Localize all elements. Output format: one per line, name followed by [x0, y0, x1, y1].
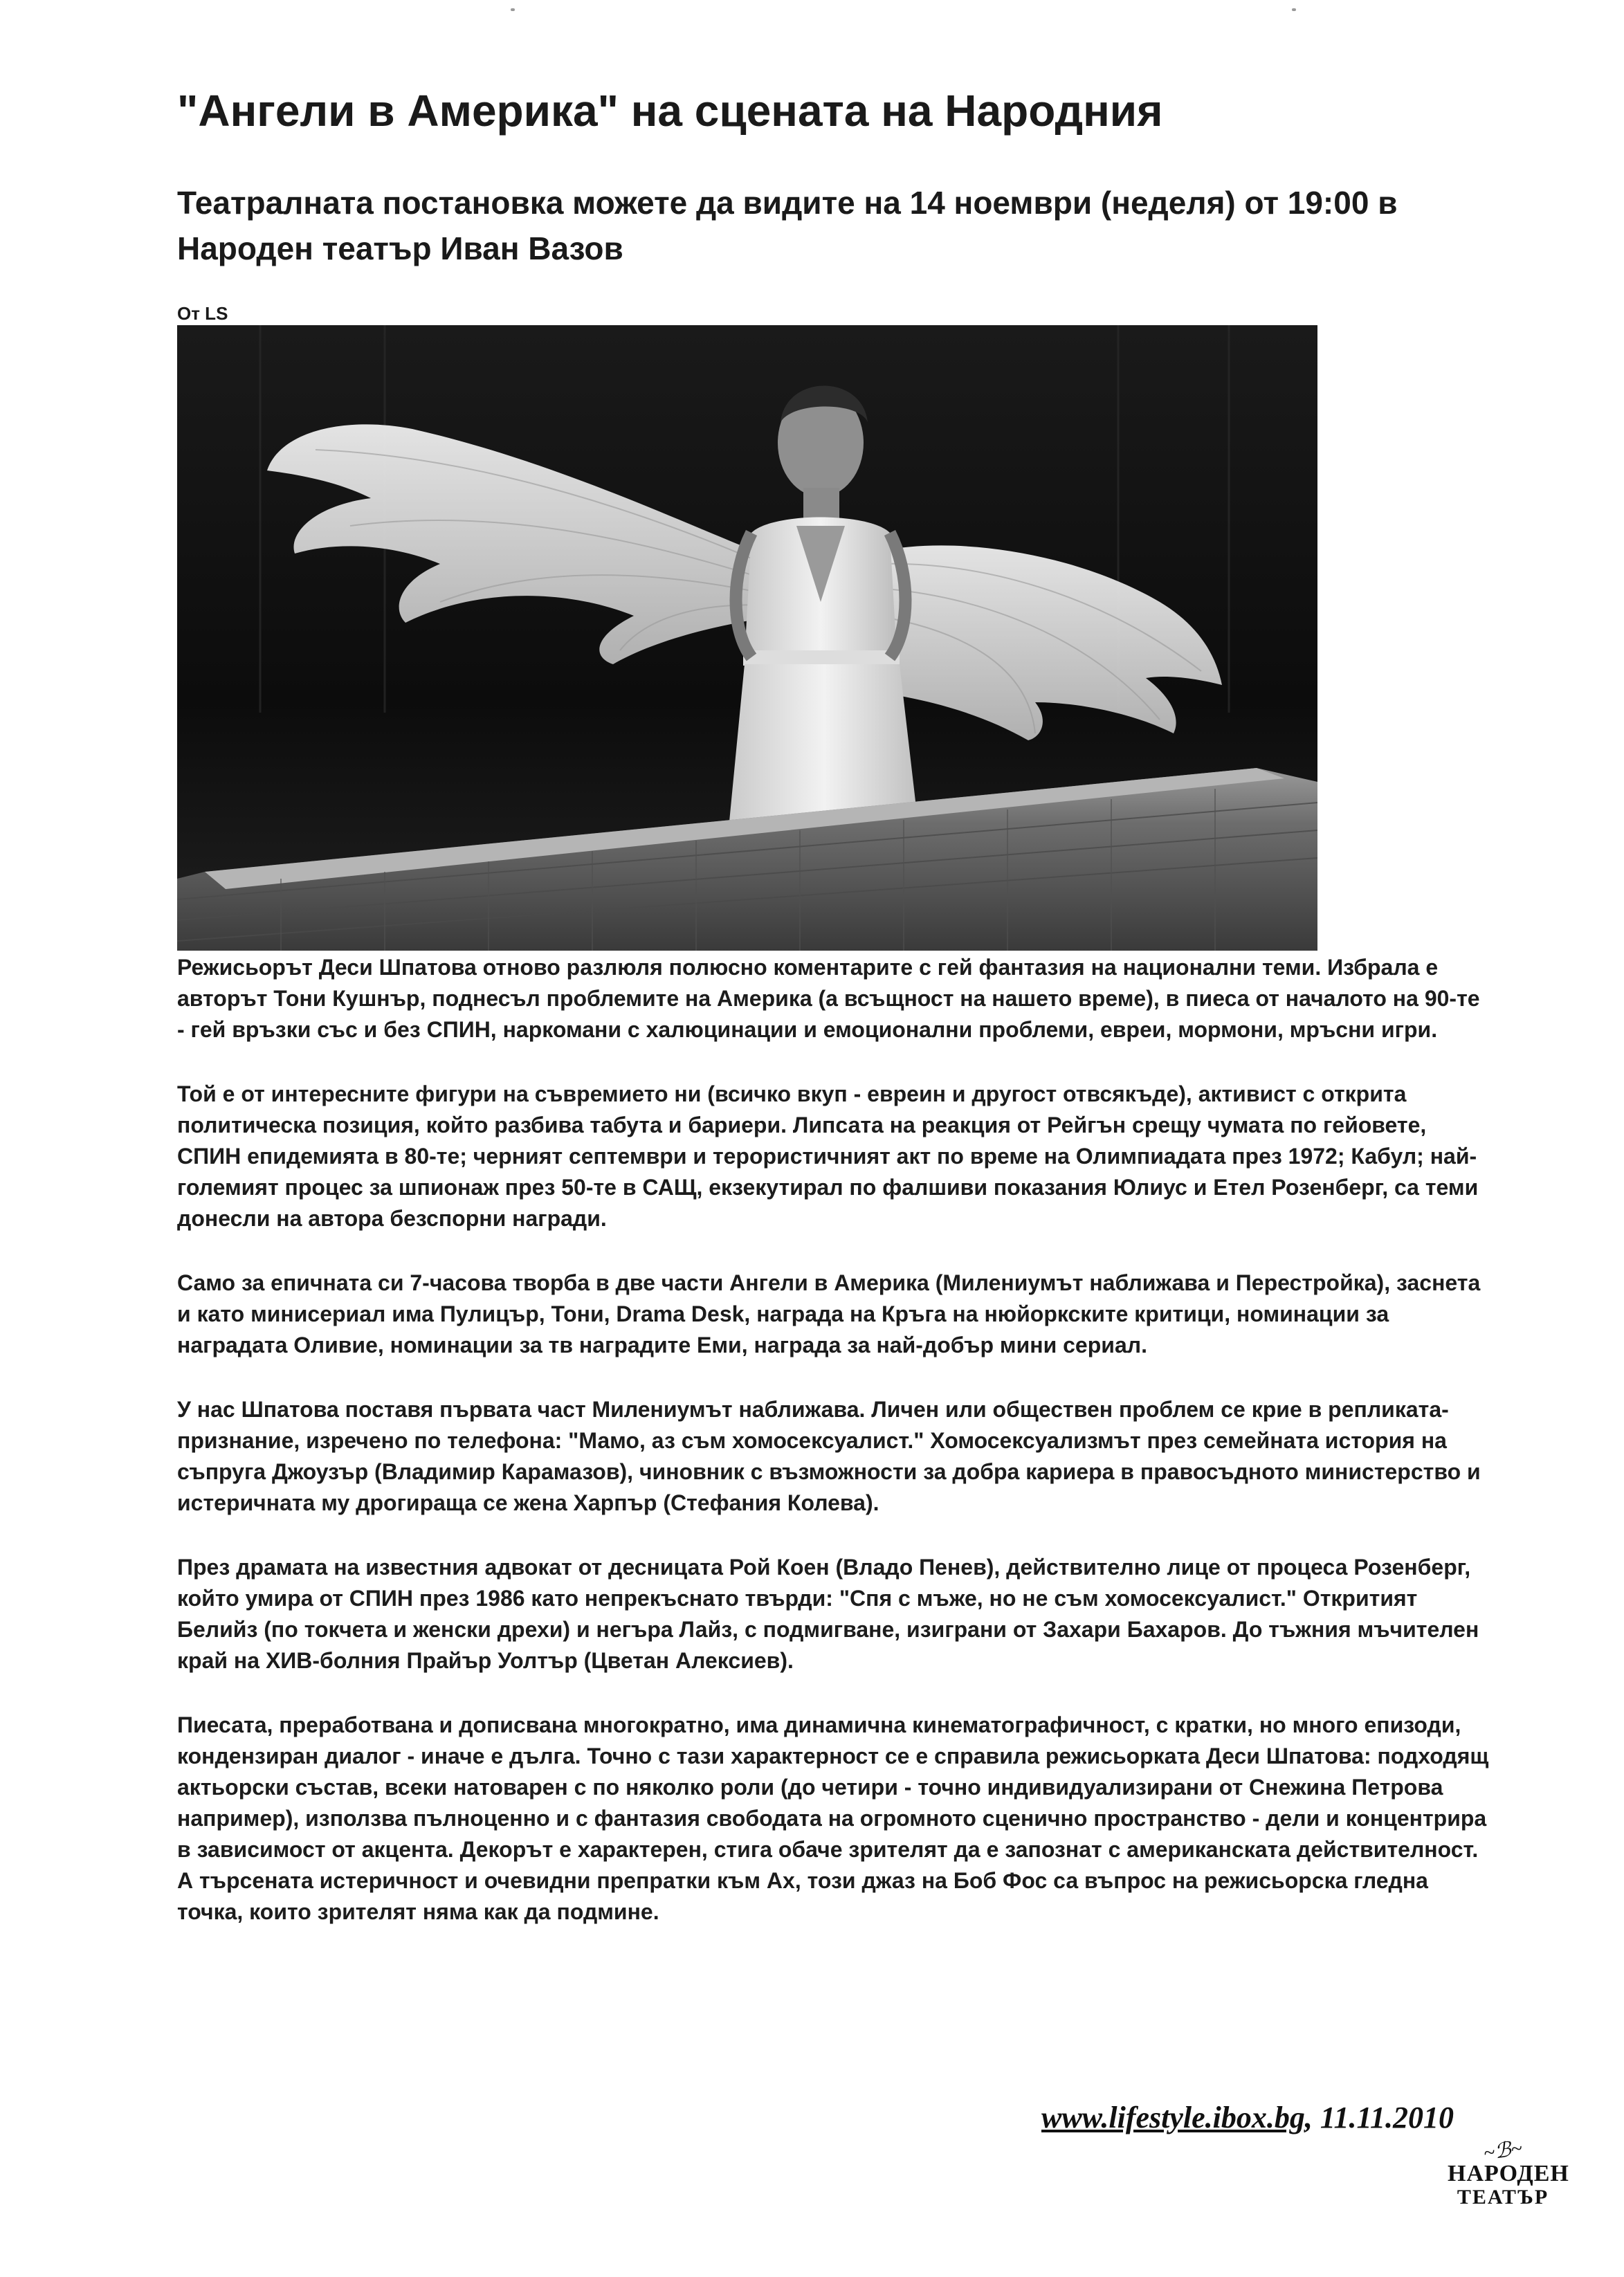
stamp-line-2: ТЕАТЪР: [1457, 2186, 1549, 2209]
source-url: www.lifestyle.ibox.bg: [1041, 2101, 1305, 2134]
article-paragraph: Пиесата, преработвана и дописвана многократно, има динамична кинематографичност, с кратки, но много епизоди, кондензиран диалог - иначе е дълга. Точно с тази характерност се е справила режисьорката Деси Шпатова: подходящ актьорски състав, всеки натоварен с по няколко роли (до четири - точно индивидуализирани от Снежина Петрова например), използва пълноценно и с фантазия свободата на огромното сценично пространство - дели и концентрира в зависимост от акцента. Декорът е характерен, стига обаче зрителят да е запознат с американската действителност. А търсената истеричност и очевидни препратки към Ах, този джаз на Боб Фос са въпрос на режисьорска гледна точка, които зрителят няма как да подмине.: [177, 1712, 1489, 1924]
article-subheadline: Театралната постановка можете да видите на 14 ноември (неделя) от 19:00 в Народен театър Иван Вазов: [177, 185, 1398, 266]
article-paragraph: През драмата на известния адвокат от десницата Рой Коен (Владо Пенев), действително лице от процеса Розенберг, който умира от СПИН през 1986 като непрекъснато твърди: "Спя с мъже, но не съм хомосексуалист." Откритият Белийз (по токчета и женски дрехи) и негъра Лайз, с подмигване, изиграни от Захари Бахаров. До тъжния мъчителен край на ХИВ-болния Прайър Уолтър (Цветан Алексиев).: [177, 1555, 1479, 1673]
article-paragraph: Само за епичната си 7-часова творба в две части Ангели в Америка (Милениумът наближава и Перестройка), заснета и като минисериал има Пулицър, Тони, Drama Desk, награда на Кръга на нюйоркските критици, номинации за наградата Оливие, номинации за тв наградите Еми, награда за най-добър мини сериал.: [177, 1270, 1481, 1357]
article-photo: [177, 325, 1317, 951]
signature-mark: ~ℬ~: [1481, 2137, 1524, 2165]
national-theatre-stamp: [1448, 2137, 1569, 2222]
angel-on-stage-image: [177, 325, 1317, 951]
scan-speck: [1292, 8, 1296, 11]
article-byline: От LS: [177, 303, 228, 324]
stamp-line-1: НАРОДЕН: [1448, 2161, 1569, 2186]
article-body: [177, 952, 1492, 1961]
scan-speck: [511, 8, 515, 11]
source-citation: www.lifestyle.ibox.bg, 11.11.2010: [1041, 2101, 1454, 2134]
article-paragraph: У нас Шпатова поставя първата част Милениумът наближава. Личен или обществен проблем се крие в репликата-признание, изречено по телефона: "Мамо, аз съм хомосексуалист." Хомосексуализмът през семейната история на съпруга Джоузър (Владимир Карамазов), чиновник с възможности за добра кариера в правосъдното министерство и истеричната му дрогираща се жена Харпър (Стефания Колева).: [177, 1397, 1481, 1515]
article-headline: "Ангели в Америка" на сцената на Народния: [177, 86, 1163, 136]
article-paragraph: Той е от интересните фигури на съвремието ни (всичко вкуп - евреин и другост отвсякъде), активист с открита политическа позиция, който разбива табута и бариери. Липсата на реакция от Рейгън срещу чумата по гейовете, СПИН епидемията в 80-те; черният септември и терористичният акт по време на Олимпиадата през 1972; Кабул; най-големият процес за шпионаж през 50-те в САЩ, екзекутирал по фалшиви показания Юлиус и Етел Розенберг, са теми донесли на автора безспорни награди.: [177, 1081, 1479, 1231]
source-date: 11.11.2010: [1320, 2101, 1454, 2134]
article-paragraph: Режисьорът Деси Шпатова отново разлюля полюсно коментарите с гей фантазия на национални теми. Избрала е авторът Тони Кушнър, поднесъл проблемите на Америка (а всъщност на нашето време), в пиеса от началото на 90-те - гей връзки със и без СПИН, наркомани с халюцинации и емоционални проблеми, евреи, мормони, мръсни игри.: [177, 955, 1480, 1042]
